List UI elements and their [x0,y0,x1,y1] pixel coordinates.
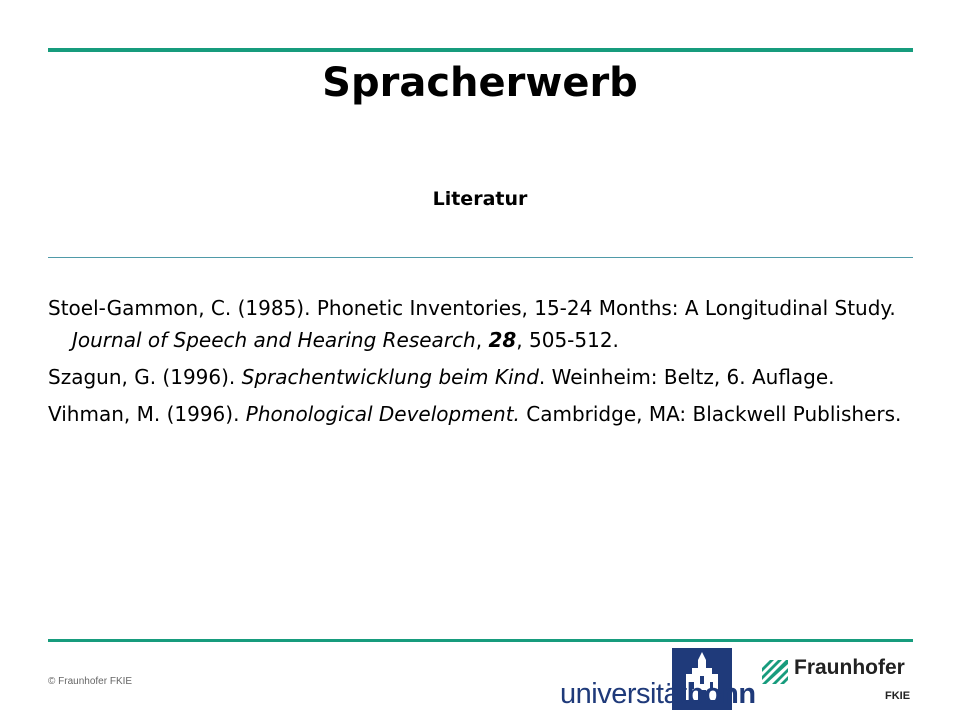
fraunhofer-logo [760,656,920,712]
university-bonn-wordmark [560,678,756,711]
reference-text: Stoel-Gammon, C. (1985). Phonetic Inventories, 15-24 Months: A Longitudinal Study. [48,296,896,320]
reference-separator: , [475,328,489,352]
slide-subtitle: Literatur [432,188,528,210]
bottom-divider [48,639,913,642]
reference-work: Phonological Development. [245,402,520,426]
reference-pages: , 505-512. [516,328,619,352]
top-divider [48,48,913,52]
university-bonn-logo [560,648,756,716]
reference-list [48,292,913,435]
reference-item [48,361,913,393]
reference-item [48,292,913,356]
reference-work: Sprachentwicklung beim Kind [241,365,539,389]
reference-text: Szagun, G. (1996). [48,365,242,389]
reference-text: Vihman, M. (1996). [48,402,246,426]
reference-item [48,398,913,430]
reference-publisher: . Weinheim: Beltz, 6. Auflage. [538,365,835,389]
reference-publisher: Cambridge, MA: Blackwell Publishers. [519,402,902,426]
wordmark-bold: bonn [686,678,756,710]
reference-volume: 28 [488,328,517,352]
reference-journal: Journal of Speech and Hearing Research [72,328,476,352]
section-divider [48,257,913,258]
fraunhofer-institute-label: FKIE [885,690,911,702]
copyright-notice: © Fraunhofer FKIE [48,676,133,687]
wordmark-regular: universität [560,678,687,710]
fraunhofer-emblem-icon [760,658,790,686]
fraunhofer-wordmark: Fraunhofer [794,656,905,679]
slide-title: Spracherwerb [322,60,638,106]
